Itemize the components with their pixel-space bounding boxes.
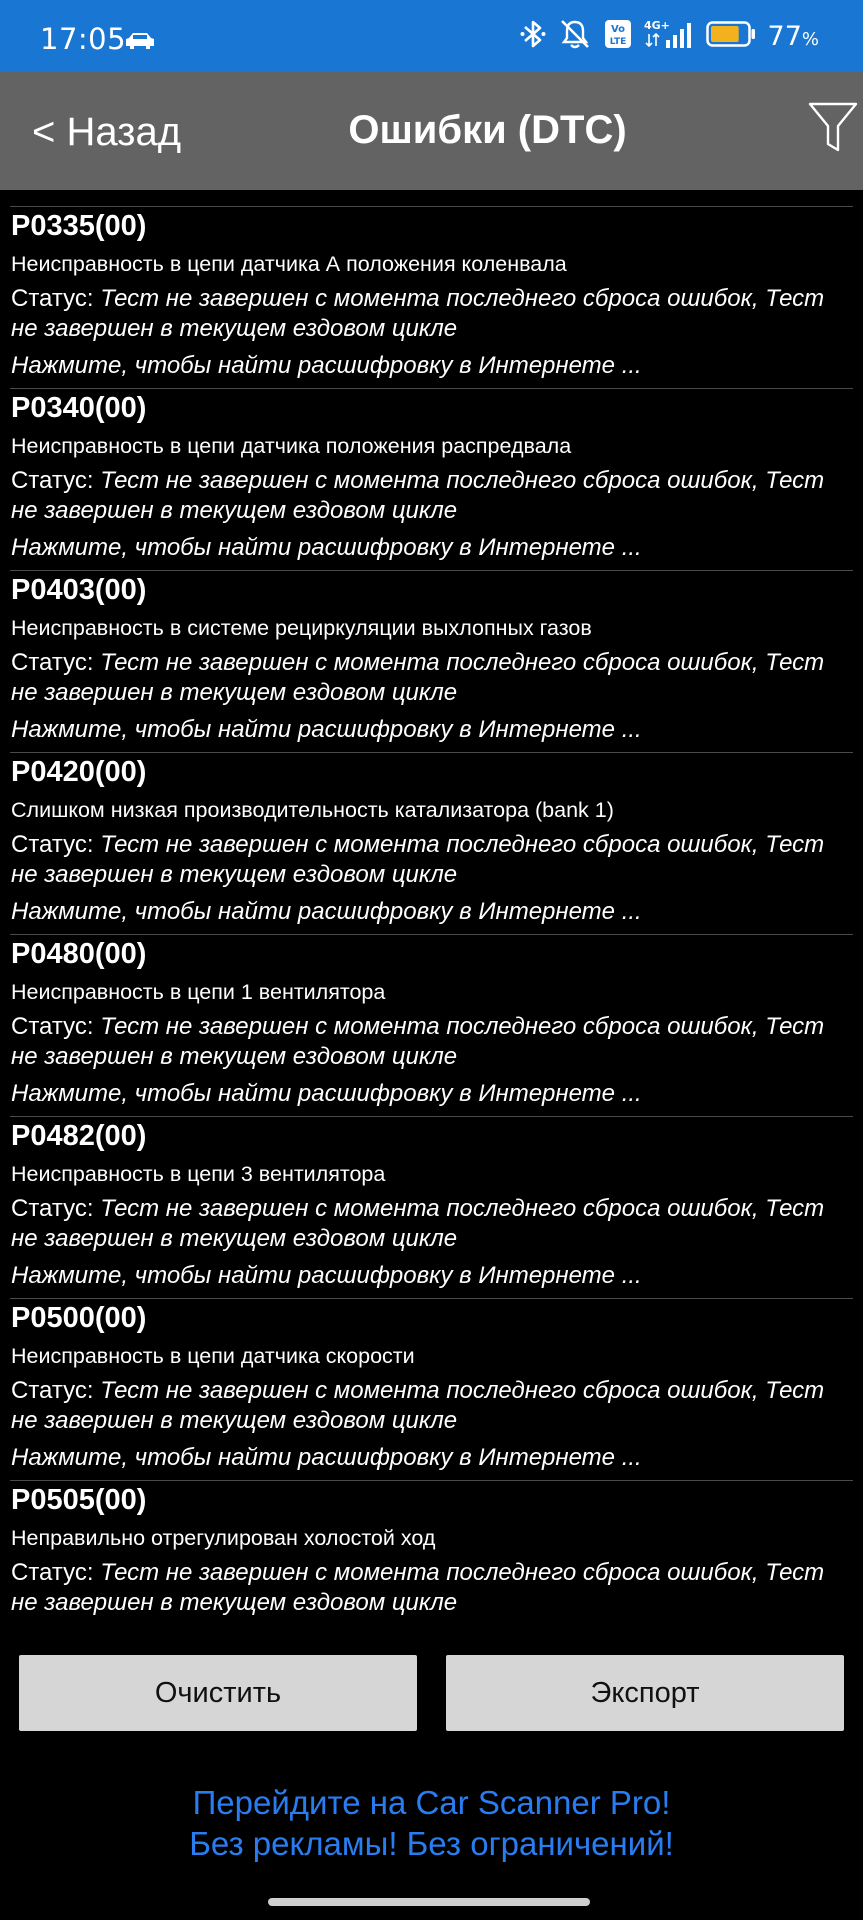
- dtc-status-label: Статус:: [11, 1377, 101, 1404]
- dtc-code: P0340(00): [11, 392, 147, 424]
- dtc-status-value: Тест не завершен с момента последнего сброса ошибок, Тест не завершен в текущем ездовом цикле: [11, 285, 825, 342]
- vibrate-off-icon: [558, 17, 592, 56]
- dtc-status-value: Тест не завершен с момента последнего сброса ошибок, Тест не завершен в текущем ездовом цикле: [11, 1377, 825, 1434]
- dtc-code: P0420(00): [11, 756, 147, 788]
- promo-line-1[interactable]: Перейдите на Car Scanner Pro!: [192, 1784, 671, 1821]
- dtc-status-label: Статус:: [11, 831, 101, 858]
- dtc-status: [11, 1012, 851, 1072]
- gesture-nav-bar[interactable]: [268, 1898, 590, 1906]
- dtc-search-link[interactable]: Нажмите, чтобы найти расшифровку в Интернете ...: [11, 1262, 642, 1289]
- dtc-item[interactable]: [10, 1117, 853, 1299]
- dtc-status: [11, 284, 851, 344]
- dtc-item[interactable]: [10, 207, 853, 389]
- dtc-status-label: Статус:: [11, 1559, 101, 1586]
- battery-icon: [706, 21, 756, 52]
- dtc-status-label: Статус:: [11, 467, 101, 494]
- svg-text:4G+: 4G+: [643, 18, 670, 32]
- dtc-item[interactable]: [10, 1299, 853, 1481]
- dtc-status-value: Тест не завершен с момента последнего сброса ошибок, Тест не завершен в текущем ездовом цикле: [11, 649, 825, 706]
- dtc-status-label: Статус:: [11, 1195, 101, 1222]
- svg-text:Vo: Vo: [610, 23, 625, 35]
- dtc-code: P0505(00): [11, 1484, 147, 1516]
- dtc-status-value: Тест не завершен с момента последнего сброса ошибок, Тест не завершен в текущем ездовом цикле: [11, 467, 825, 524]
- dtc-status: [11, 1376, 851, 1436]
- dtc-status: [11, 830, 851, 890]
- dtc-code: P0403(00): [11, 574, 147, 606]
- dtc-status: [11, 1194, 851, 1254]
- volte-icon: [604, 19, 632, 54]
- dtc-status-value: Тест не завершен с момента последнего сброса ошибок, Тест не завершен в текущем ездовом цикле: [11, 1013, 825, 1070]
- status-time: 17:05: [40, 22, 127, 56]
- dtc-code: P0335(00): [11, 210, 147, 242]
- app-header: [0, 72, 863, 190]
- pro-upgrade-promo[interactable]: [0, 1782, 863, 1864]
- back-button[interactable]: < Назад: [32, 110, 182, 154]
- dtc-code: P0480(00): [11, 938, 147, 970]
- dtc-code: P0482(00): [11, 1120, 147, 1152]
- dtc-search-link[interactable]: Нажмите, чтобы найти расшифровку в Интернете ...: [11, 1444, 642, 1471]
- dtc-status-label: Статус:: [11, 1013, 101, 1040]
- car-icon: [125, 32, 155, 55]
- dtc-search-link[interactable]: Нажмите, чтобы найти расшифровку в Интернете ...: [11, 352, 642, 379]
- dtc-description: Неисправность в цепи датчика А положения коленвала: [11, 252, 567, 276]
- dtc-description: Неисправность в цепи 3 вентилятора: [11, 1162, 386, 1186]
- dtc-description: Неисправность в цепи 1 вентилятора: [11, 980, 386, 1004]
- status-bar: [0, 0, 863, 72]
- bluetooth-icon: [520, 18, 546, 55]
- filter-icon[interactable]: [808, 102, 858, 159]
- dtc-search-link[interactable]: Нажмите, чтобы найти расшифровку в Интернете ...: [11, 898, 642, 925]
- dtc-status: [11, 1558, 851, 1618]
- dtc-description: Неисправность в цепи датчика положения распредвала: [11, 434, 572, 458]
- battery-percent: 77%: [767, 20, 819, 52]
- dtc-item[interactable]: [10, 571, 853, 753]
- dtc-description: Неисправность в системе рециркуляции выхлопных газов: [11, 616, 592, 640]
- dtc-item[interactable]: [10, 389, 853, 571]
- dtc-item[interactable]: [10, 935, 853, 1117]
- clear-button[interactable]: Очистить: [19, 1655, 417, 1731]
- svg-text:LTE: LTE: [609, 36, 626, 47]
- dtc-status-value: Тест не завершен с момента последнего сброса ошибок, Тест не завершен в текущем ездовом цикле: [11, 1195, 825, 1252]
- dtc-status-value: Тест не завершен с момента последнего сброса ошибок, Тест не завершен в текущем ездовом цикле: [11, 1559, 825, 1616]
- dtc-search-link[interactable]: Нажмите, чтобы найти расшифровку в Интернете ...: [11, 716, 642, 743]
- dtc-status-label: Статус:: [11, 285, 101, 312]
- dtc-description: Неправильно отрегулирован холостой ход: [11, 1526, 436, 1550]
- 4g-signal-icon: [644, 18, 694, 55]
- promo-line-2[interactable]: Без рекламы! Без ограничений!: [189, 1825, 674, 1862]
- page-title: Ошибки (DTC): [348, 108, 627, 152]
- dtc-status-label: Статус:: [11, 649, 101, 676]
- dtc-status: [11, 648, 851, 708]
- dtc-status-value: Тест не завершен с момента последнего сброса ошибок, Тест не завершен в текущем ездовом цикле: [11, 831, 825, 888]
- dtc-item[interactable]: [10, 1481, 853, 1662]
- export-button[interactable]: Экспорт: [446, 1655, 844, 1731]
- dtc-search-link[interactable]: Нажмите, чтобы найти расшифровку в Интернете ...: [11, 1080, 642, 1107]
- dtc-search-link[interactable]: Нажмите, чтобы найти расшифровку в Интернете ...: [11, 534, 642, 561]
- dtc-description: Слишком низкая производительность катализатора (bank 1): [11, 798, 614, 822]
- dtc-description: Неисправность в цепи датчика скорости: [11, 1344, 415, 1368]
- dtc-status: [11, 466, 851, 526]
- dtc-item[interactable]: [10, 753, 853, 935]
- dtc-code: P0500(00): [11, 1302, 147, 1334]
